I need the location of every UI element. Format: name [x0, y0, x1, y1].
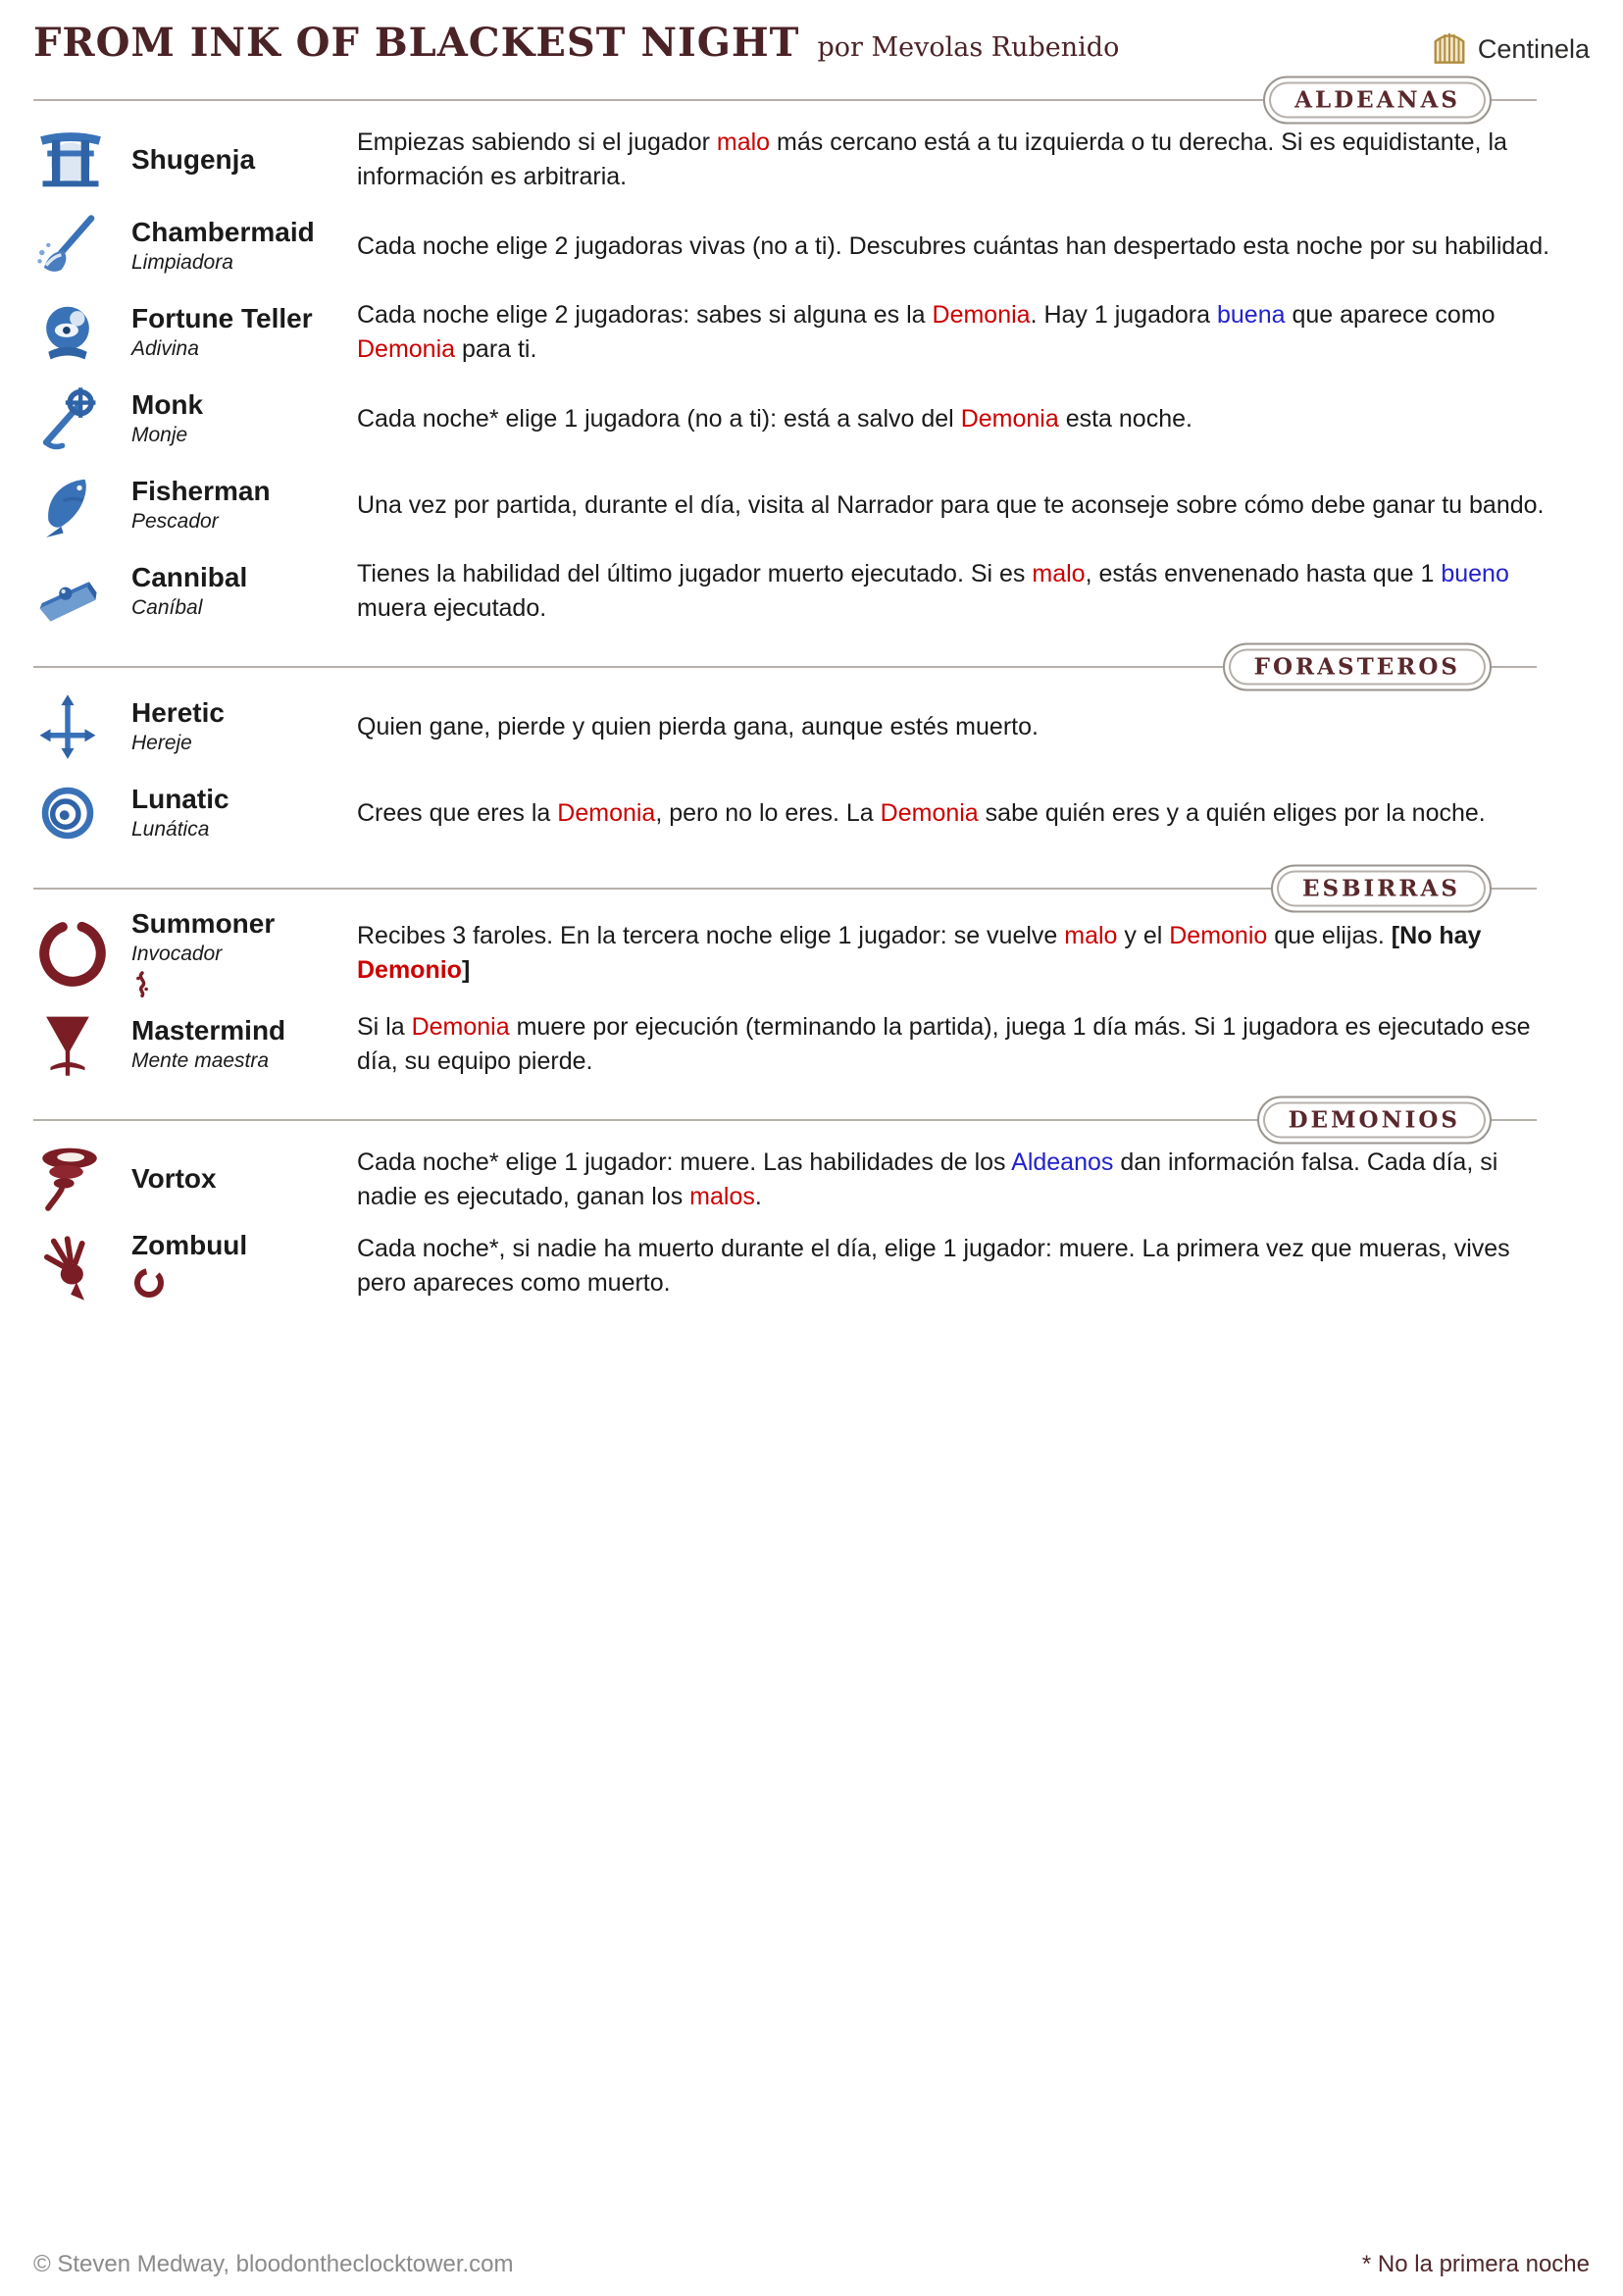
character-ability: Cada noche* elige 1 jugadora (no a ti): está a salvo del Demonia esta noche.	[357, 404, 1192, 433]
section-divider	[33, 1106, 1537, 1134]
character-ability: Quien gane, pierde y quien pierda gana, aunque estés muerto.	[357, 712, 1039, 740]
character-subtitle: Mente maestra	[131, 1048, 270, 1072]
character-ability: Cada noche* elige 1 jugador: muere. Las habilidades de los Aldeanos dan información falsa. Cada día, si nadie es ejecutado, ganan los malos.	[357, 1148, 1498, 1210]
character-name-cell	[131, 218, 357, 275]
pie-slice-icon	[33, 557, 131, 626]
character-name: Chambermaid	[131, 217, 315, 248]
title-block	[33, 20, 1119, 66]
section-badge: ALDEANAS	[1263, 77, 1492, 125]
character-row	[33, 905, 1623, 1001]
section-divider	[33, 86, 1537, 114]
section-divider	[33, 875, 1537, 902]
character-name: Zombuul	[131, 1230, 248, 1261]
character-name-cell	[131, 1164, 357, 1195]
character-name: Heretic	[131, 697, 225, 729]
red-ring-icon	[33, 914, 131, 993]
character-row	[33, 289, 1623, 376]
character-name: Fisherman	[131, 476, 271, 507]
character-ability: Cada noche elige 2 jugadoras vivas (no a ti). Descubres cuántas han despertado esta noche por su habilidad.	[357, 231, 1550, 260]
character-name-cell	[131, 563, 357, 620]
crystal-ball-icon	[33, 298, 131, 367]
character-ability: Recibes 3 faroles. En la tercera noche elige 1 jugador: se vuelve malo y el Demonio que elijas. [No hay Demonio]	[357, 921, 1482, 984]
character-name: Summoner	[131, 908, 276, 939]
spiral-icon	[33, 779, 131, 847]
character-subtitle: Invocador	[131, 942, 223, 965]
monk-cross-icon	[33, 384, 131, 453]
character-sections	[0, 86, 1623, 1309]
section-badge: DEMONIOS	[1257, 1096, 1492, 1144]
character-name: Mastermind	[131, 1014, 286, 1046]
character-name-cell	[131, 477, 357, 534]
sentinel-gate-icon	[1431, 27, 1468, 72]
character-name: Monk	[131, 389, 204, 421]
character-subtitle: Caníbal	[131, 595, 203, 619]
footer	[33, 2251, 1590, 2278]
character-name: Lunatic	[131, 784, 229, 815]
character-row	[33, 376, 1623, 462]
character-row	[33, 203, 1623, 289]
feather-duster-icon	[33, 212, 131, 281]
character-subtitle: Pescador	[131, 509, 219, 533]
character-ability: Cada noche*, si nadie ha muerto durante el día, elige 1 jugador: muere. La primera vez que mueras, vives pero apareces como muerto.	[357, 1234, 1510, 1297]
character-name-cell	[131, 304, 357, 361]
section-badge: ESBIRRAS	[1271, 865, 1492, 913]
character-name: Cannibal	[131, 562, 248, 593]
character-ability: Cada noche elige 2 jugadoras: sabes si alguna es la Demonia. Hay 1 jugadora buena que aparece como Demonia para ti.	[357, 301, 1496, 363]
character-name-cell	[131, 145, 357, 176]
character-ability: Si la Demonia muere por ejecución (terminando la partida), juega 1 día más. Si 1 jugadora es ejecutado ese día, su equipo pierde.	[357, 1012, 1531, 1075]
character-name: Shugenja	[131, 143, 256, 175]
ring-reminder-icon	[131, 1265, 349, 1301]
first-night-note: * No la primera noche	[1361, 2251, 1590, 2277]
character-name-cell	[131, 698, 357, 755]
section-divider	[33, 653, 1537, 681]
character-row	[33, 1137, 1623, 1223]
section-badge: FORASTEROS	[1223, 643, 1492, 691]
flourish-icon	[131, 970, 349, 997]
character-ability: Una vez por partida, durante el día, visita al Narrador para que te aconseje sobre cómo debe ganar tu bando.	[357, 490, 1545, 519]
character-name-cell	[131, 909, 357, 997]
copyright: © Steven Medway, bloodontheclocktower.com	[33, 2251, 514, 2277]
goblet-icon	[33, 1010, 131, 1079]
torii-gate-icon	[33, 123, 131, 197]
character-subtitle: Lunática	[131, 817, 210, 841]
sentinel-label: Centinela	[1477, 34, 1590, 64]
character-ability: Empiezas sabiendo si el jugador malo más cercano está a tu izquierda o tu derecha. Si es equidistante, la información es arbitraria.	[357, 128, 1507, 190]
character-row	[33, 1001, 1623, 1088]
character-name-cell	[131, 1231, 357, 1301]
inverted-cross-icon	[33, 692, 131, 761]
script-author: por Mevolas Rubenido	[817, 32, 1120, 63]
header	[0, 0, 1623, 72]
sentinel-block	[1431, 20, 1590, 72]
character-subtitle: Adivina	[131, 336, 199, 360]
character-row	[33, 117, 1623, 203]
character-row	[33, 684, 1623, 770]
character-row	[33, 770, 1623, 856]
character-name-cell	[131, 785, 357, 842]
page-title: FROM INK OF BLACKEST NIGHT	[33, 20, 800, 66]
zombie-hand-icon	[33, 1230, 131, 1302]
character-subtitle: Monje	[131, 423, 188, 446]
character-subtitle: Limpiadora	[131, 250, 233, 274]
character-ability: Crees que eres la Demonia, pero no lo eres. La Demonia sabe quién eres y a quién eliges por la noche.	[357, 798, 1486, 827]
character-subtitle: Hereje	[131, 731, 192, 754]
fish-icon	[33, 471, 131, 539]
character-name: Fortune Teller	[131, 303, 313, 334]
character-ability: Tienes la habilidad del último jugador muerto ejecutado. Si es malo, estás envenenado hasta que 1 bueno muera ejecutado.	[357, 560, 1509, 622]
character-name-cell	[131, 390, 357, 447]
character-row	[33, 1223, 1623, 1309]
character-name-cell	[131, 1016, 357, 1073]
character-name: Vortox	[131, 1163, 217, 1195]
tornado-icon	[33, 1144, 131, 1216]
character-row	[33, 548, 1623, 635]
character-row	[33, 462, 1623, 548]
